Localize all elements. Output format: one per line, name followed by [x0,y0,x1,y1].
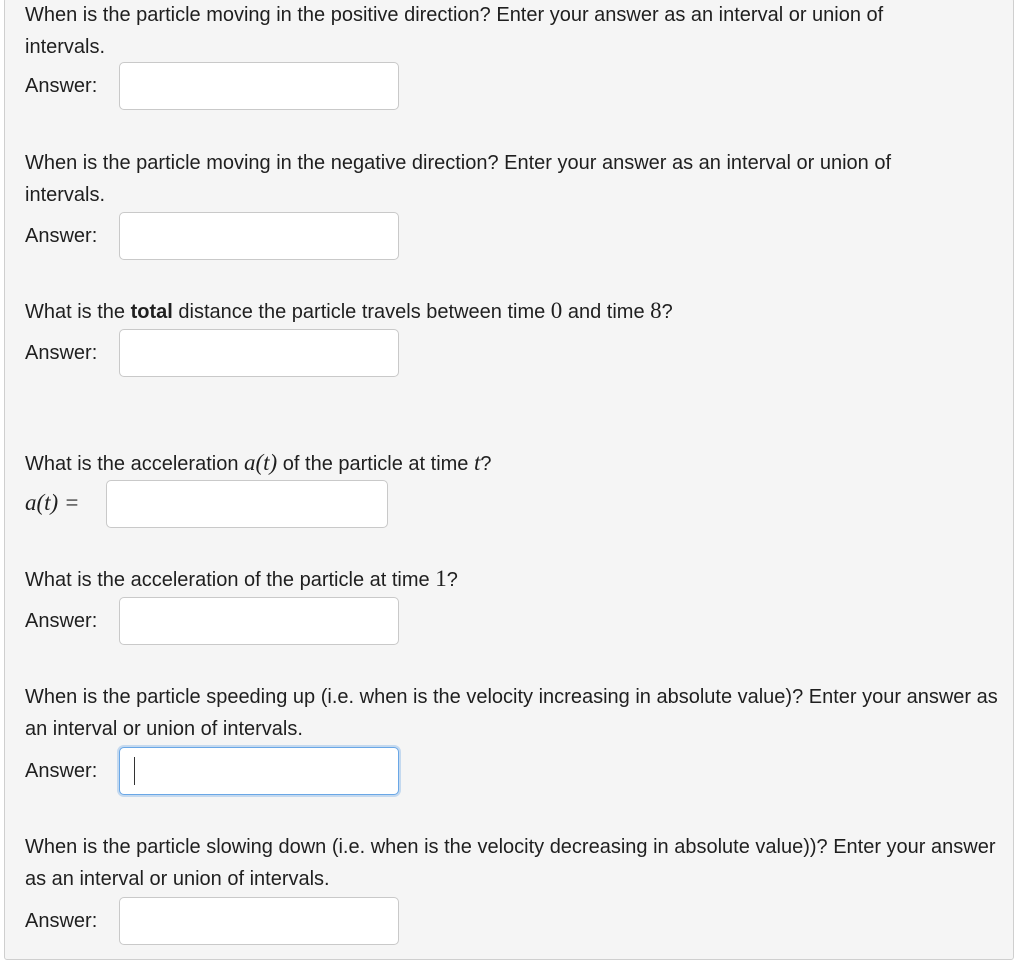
answer-label: Answer: [25,910,98,932]
answer-label: Answer: [25,225,98,247]
question-acceleration-at-time: What is the acceleration of the particle at time 1? [25,566,458,591]
question-slowing-down: When is the particle slowing down (i.e. when is the velocity decreasing in absolute value))? Enter your answer as an interval or union of intervals. [25,836,996,890]
positive-direction-input[interactable] [119,62,399,110]
time-start: 0 [550,298,563,323]
question-total-distance: What is the total distance the particle travels between time 0 and time 8? [25,298,673,323]
question-acceleration-function: What is the acceleration a(t) of the particle at time t? [25,450,492,475]
time-variable: t [473,450,481,475]
negative-direction-input[interactable] [119,212,399,260]
question-speeding-up: When is the particle speeding up (i.e. when is the velocity increasing in absolute value)? Enter your answer as an interval or union of intervals. [25,686,998,740]
acceleration-label: a(t) = [25,490,80,515]
acceleration-at-time-input[interactable] [119,597,399,645]
time-end: 8 [650,298,662,323]
slowing-down-input[interactable] [119,897,399,945]
acceleration-function-input[interactable] [106,480,388,528]
answer-label: Answer: [25,342,98,364]
acceleration-symbol: a(t) [244,450,278,475]
time-value: 1 [435,566,447,591]
answer-label: Answer: [25,760,98,782]
answer-label: Answer: [25,610,98,632]
total-distance-input[interactable] [119,329,399,377]
question-panel [4,0,1014,960]
question-negative-direction: When is the particle moving in the negative direction? Enter your answer as an interval or union of intervals. [25,152,892,206]
emphasis-total: total [130,301,173,323]
text-cursor [134,757,135,785]
question-positive-direction: When is the particle moving in the positive direction? Enter your answer as an interval or union of intervals. [25,4,884,58]
speeding-up-input[interactable] [119,747,399,795]
answer-label: Answer: [25,75,98,97]
